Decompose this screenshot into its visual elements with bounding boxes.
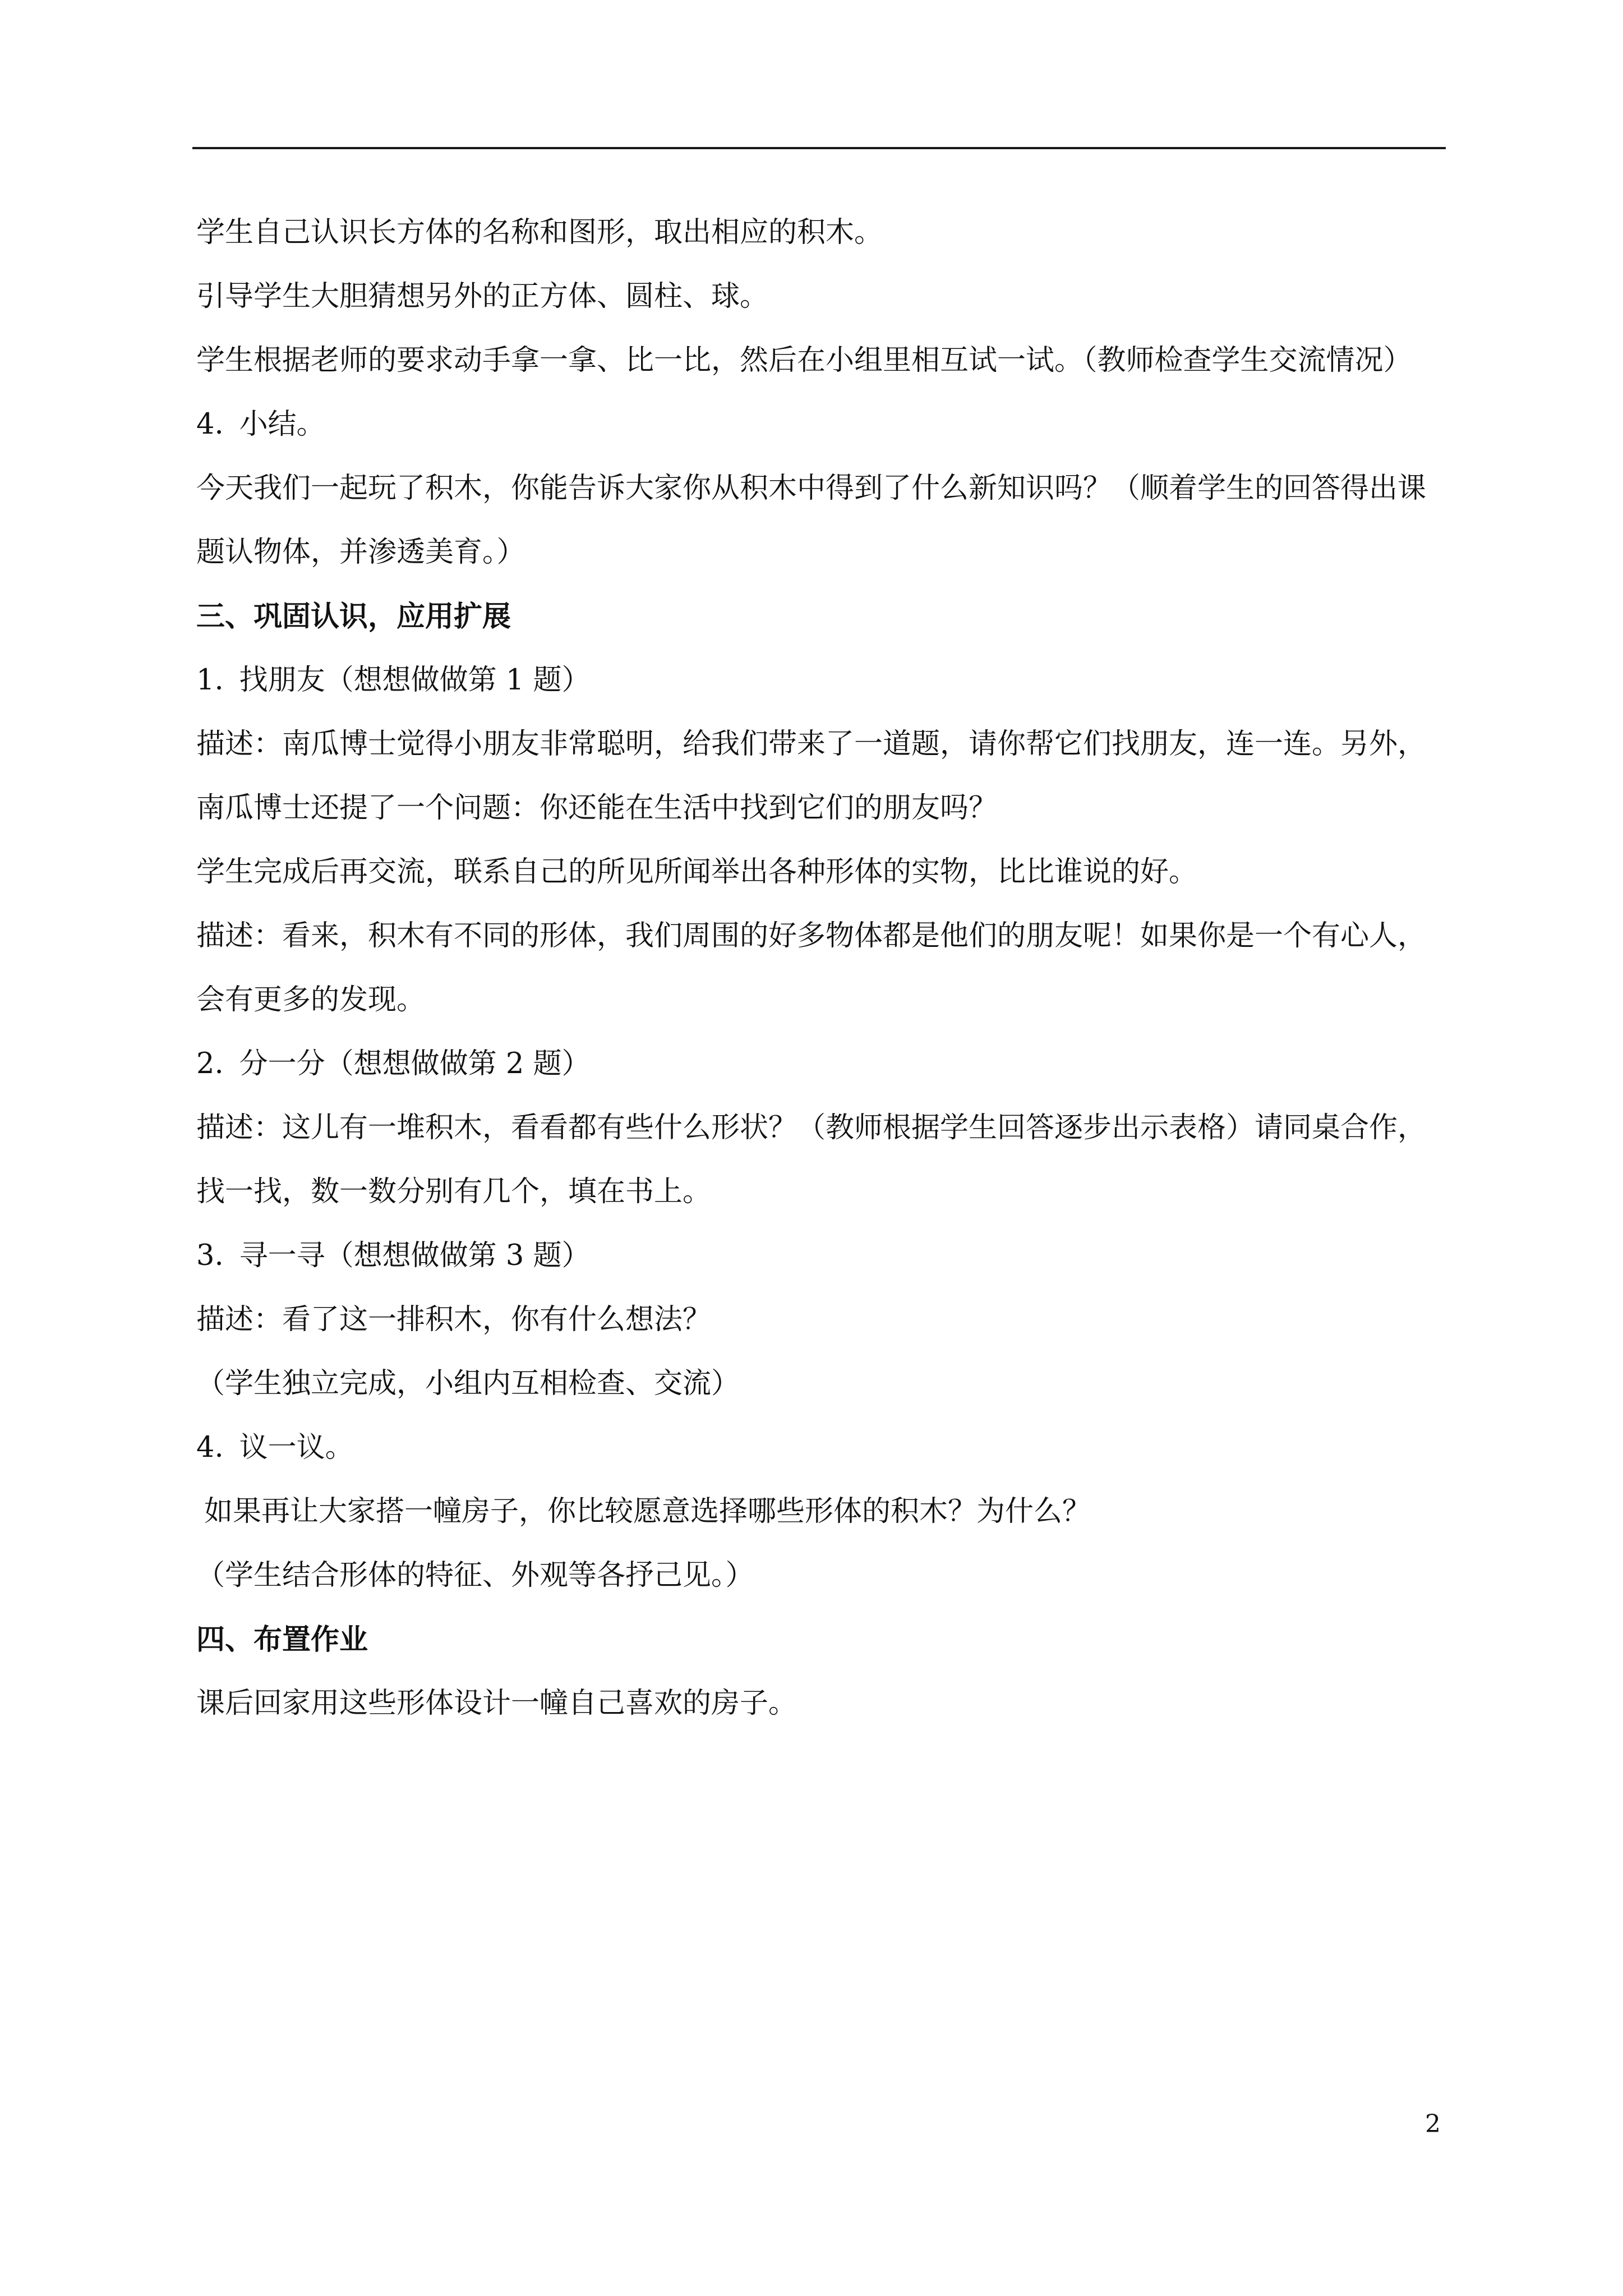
paragraph: 今天我们一起玩了积木，你能告诉大家你从积木中得到了什么新知识吗？（顺着学生的回答得出课题认物体，并渗透美育。） [196, 472, 1427, 569]
paragraph: 引导学生大胆猜想另外的正方体、圆柱、球。 [196, 280, 769, 313]
paragraph: 学生完成后再交流，联系自己的所见所闻举出各种形体的实物，比比谁说的好。 [196, 855, 1198, 889]
list-number: 4. [196, 1431, 224, 1464]
paragraph: 学生自己认识长方体的名称和图形，取出相应的积木。 [196, 216, 883, 249]
list-item [196, 648, 1447, 712]
list-item-text: 小结。 [239, 408, 325, 441]
list-number: 1. [196, 664, 224, 697]
paragraph: 学生根据老师的要求动手拿一拿、比一比，然后在小组里相互试一试。（教师检查学生交流情况） [196, 344, 1412, 377]
list-item [196, 1224, 1447, 1288]
paragraph: （学生独立完成，小组内互相检查、交流） [196, 1367, 740, 1400]
list-item [196, 1416, 1447, 1480]
page-number: 2 [1425, 2110, 1441, 2138]
list-item-text: 找朋友（想想做做第 1 题） [239, 664, 591, 697]
paragraph: （学生结合形体的特征、外观等各抒己见。） [196, 1559, 754, 1592]
list-item [196, 1032, 1447, 1096]
paragraph: 如果再让大家搭一幢房子，你比较愿意选择哪些形体的积木？为什么？ [204, 1495, 1091, 1528]
list-number: 4. [196, 408, 224, 441]
section-heading: 四、布置作业 [196, 1623, 368, 1657]
paragraph: 描述：看了这一排积木，你有什么想法？ [196, 1303, 712, 1336]
list-item [196, 393, 1447, 457]
paragraph: 描述：这儿有一堆积木，看看都有些什么形状？（教师根据学生回答逐步出示表格）请同桌合作，找一找，数一数分别有几个，填在书上。 [196, 1111, 1427, 1208]
list-number: 2. [196, 1047, 224, 1080]
header-rule [192, 147, 1446, 149]
document-body [196, 201, 1447, 1736]
paragraph: 描述：南瓜博士觉得小朋友非常聪明，给我们带来了一道题，请你帮它们找朋友，连一连。另外，南瓜博士还提了一个问题：你还能在生活中找到它们的朋友吗？ [196, 728, 1427, 825]
list-item-text: 寻一寻（想想做做第 3 题） [239, 1239, 591, 1272]
paragraph: 课后回家用这些形体设计一幢自己喜欢的房子。 [196, 1687, 797, 1720]
list-number: 3. [196, 1239, 224, 1272]
section-heading: 三、巩固认识，应用扩展 [196, 600, 511, 633]
paragraph: 描述：看来，积木有不同的形体，我们周围的好多物体都是他们的朋友呢！如果你是一个有心人，会有更多的发现。 [196, 919, 1427, 1016]
list-item-text: 议一议。 [239, 1431, 354, 1464]
list-item-text: 分一分（想想做做第 2 题） [239, 1047, 591, 1080]
